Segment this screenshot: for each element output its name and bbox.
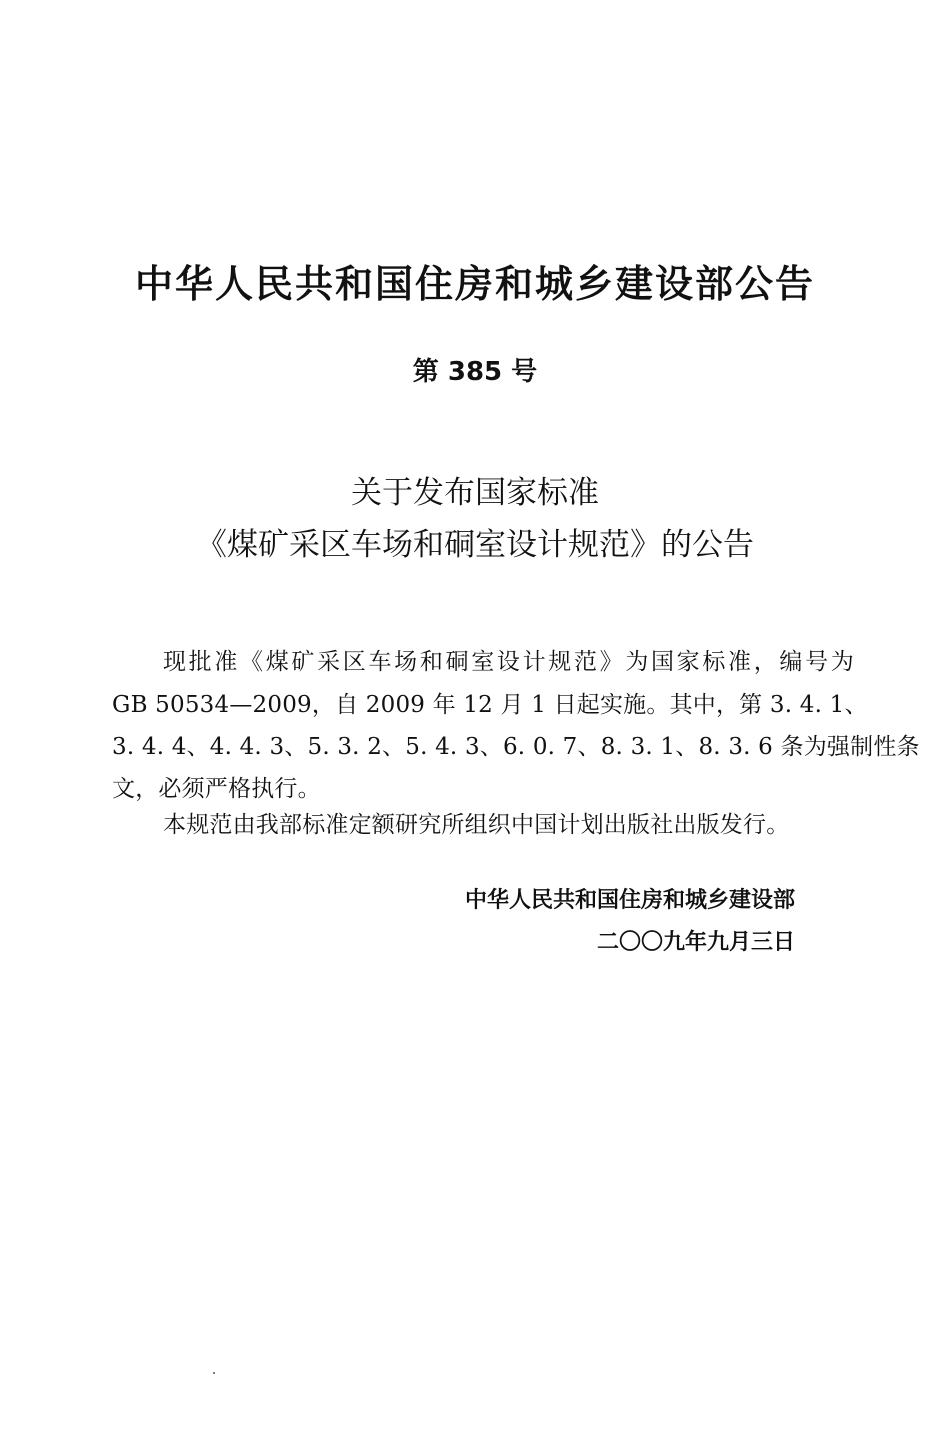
issuing-organization: 中华人民共和国住房和城乡建设部 — [464, 888, 795, 913]
paragraph-1-line-2: GB 50534—2009，自 2009 年 12 月 1 日起实施。其中，第 3. 4. 1、 — [112, 692, 868, 718]
subtitle-line-1: 关于发布国家标准 — [351, 475, 599, 511]
notice-number: 第 385 号 — [412, 357, 538, 387]
paragraph-2: 本规范由我部标准定额研究所组织中国计划出版社出版发行。 — [163, 812, 790, 838]
issue-date: 二〇〇九年九月三日 — [596, 930, 795, 955]
scan-speck — [213, 1372, 215, 1374]
paragraph-1-line-4: 文，必须严格执行。 — [112, 776, 321, 802]
paragraph-1-line-3: 3. 4. 4、4. 4. 3、5. 3. 2、5. 4. 3、6. 0. 7、8. 3. 1、8. 3. 6 条为强制性条 — [112, 734, 920, 760]
subtitle-line-2: 《煤矿采区车场和硐室设计规范》的公告 — [196, 527, 754, 563]
notice-title: 中华人民共和国住房和城乡建设部公告 — [134, 262, 815, 306]
paragraph-1-line-1: 现批准《煤矿采区车场和硐室设计规范》为国家标准，编号为 — [163, 649, 854, 675]
